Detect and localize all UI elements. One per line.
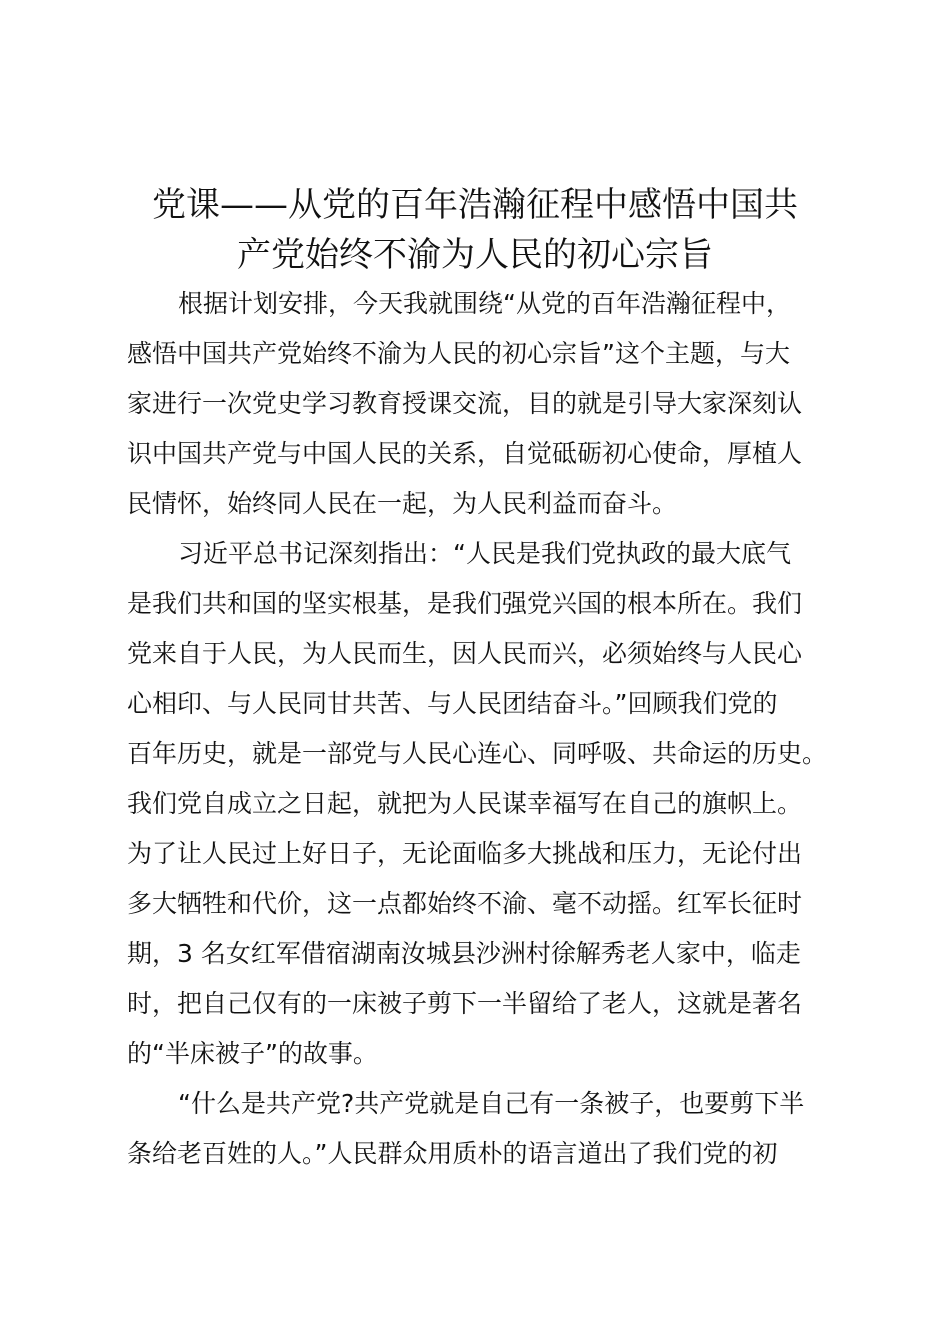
paragraph-2-line: 期，3 名女红军借宿湖南汝城县沙洲村徐解秀老人家中，临走 (127, 939, 801, 968)
paragraph-3-line: “什么是共产党?共产党就是自己有一条被子，也要剪下半 (178, 1089, 805, 1118)
paragraph-1-line: 感悟中国共产党始终不渝为人民的初心宗旨”这个主题，与大 (127, 339, 790, 368)
paragraph-2-line: 是我们共和国的坚实根基，是我们强党兴国的根本所在。我们 (127, 589, 803, 618)
paragraph-1-line: 识中国共产党与中国人民的关系，自觉砥砺初心使命，厚植人 (127, 439, 803, 468)
paragraph-1-line: 根据计划安排，今天我就围绕“从党的百年浩瀚征程中， (178, 289, 791, 318)
paragraph-2-line: 的“半床被子”的故事。 (127, 1039, 378, 1068)
title-line: 党课——从党的百年浩瀚征程中感悟中国共 (152, 185, 798, 225)
paragraph-2-line: 党来自于人民，为人民而生，因人民而兴，必须始终与人民心 (127, 639, 803, 668)
paragraph-3-line: 条给老百姓的人。”人民群众用质朴的语言道出了我们党的初 (127, 1139, 778, 1168)
paragraph-2-line: 我们党自成立之日起，就把为人民谋幸福写在自己的旗帜上。 (127, 789, 803, 818)
paragraph-1-line: 家进行一次党史学习教育授课交流，目的就是引导大家深刻认 (127, 389, 803, 418)
title-line: 产党始终不渝为人民的初心宗旨 (237, 235, 713, 275)
document-title (110, 180, 840, 280)
paragraph-2-line: 为了让人民过上好日子，无论面临多大挑战和压力，无论付出 (127, 839, 803, 868)
paragraph-2-line: 习近平总书记深刻指出：“人民是我们党执政的最大底气 (178, 539, 791, 568)
paragraph-2-line: 多大牺牲和代价，这一点都始终不渝、毫不动摇。红军长征时 (127, 889, 803, 918)
paragraph-2-line: 时，把自己仅有的一床被子剪下一半留给了老人，这就是著名 (127, 989, 803, 1018)
paragraph-2-line: 心相印、与人民同甘共苦、与人民团结奋斗。”回顾我们党的 (127, 689, 778, 718)
paragraph-1-line: 民情怀，始终同人民在一起，为人民利益而奋斗。 (127, 489, 678, 518)
paragraph-2-line: 百年历史，就是一部党与人民心连心、同呼吸、共命运的历史。 (127, 739, 828, 768)
